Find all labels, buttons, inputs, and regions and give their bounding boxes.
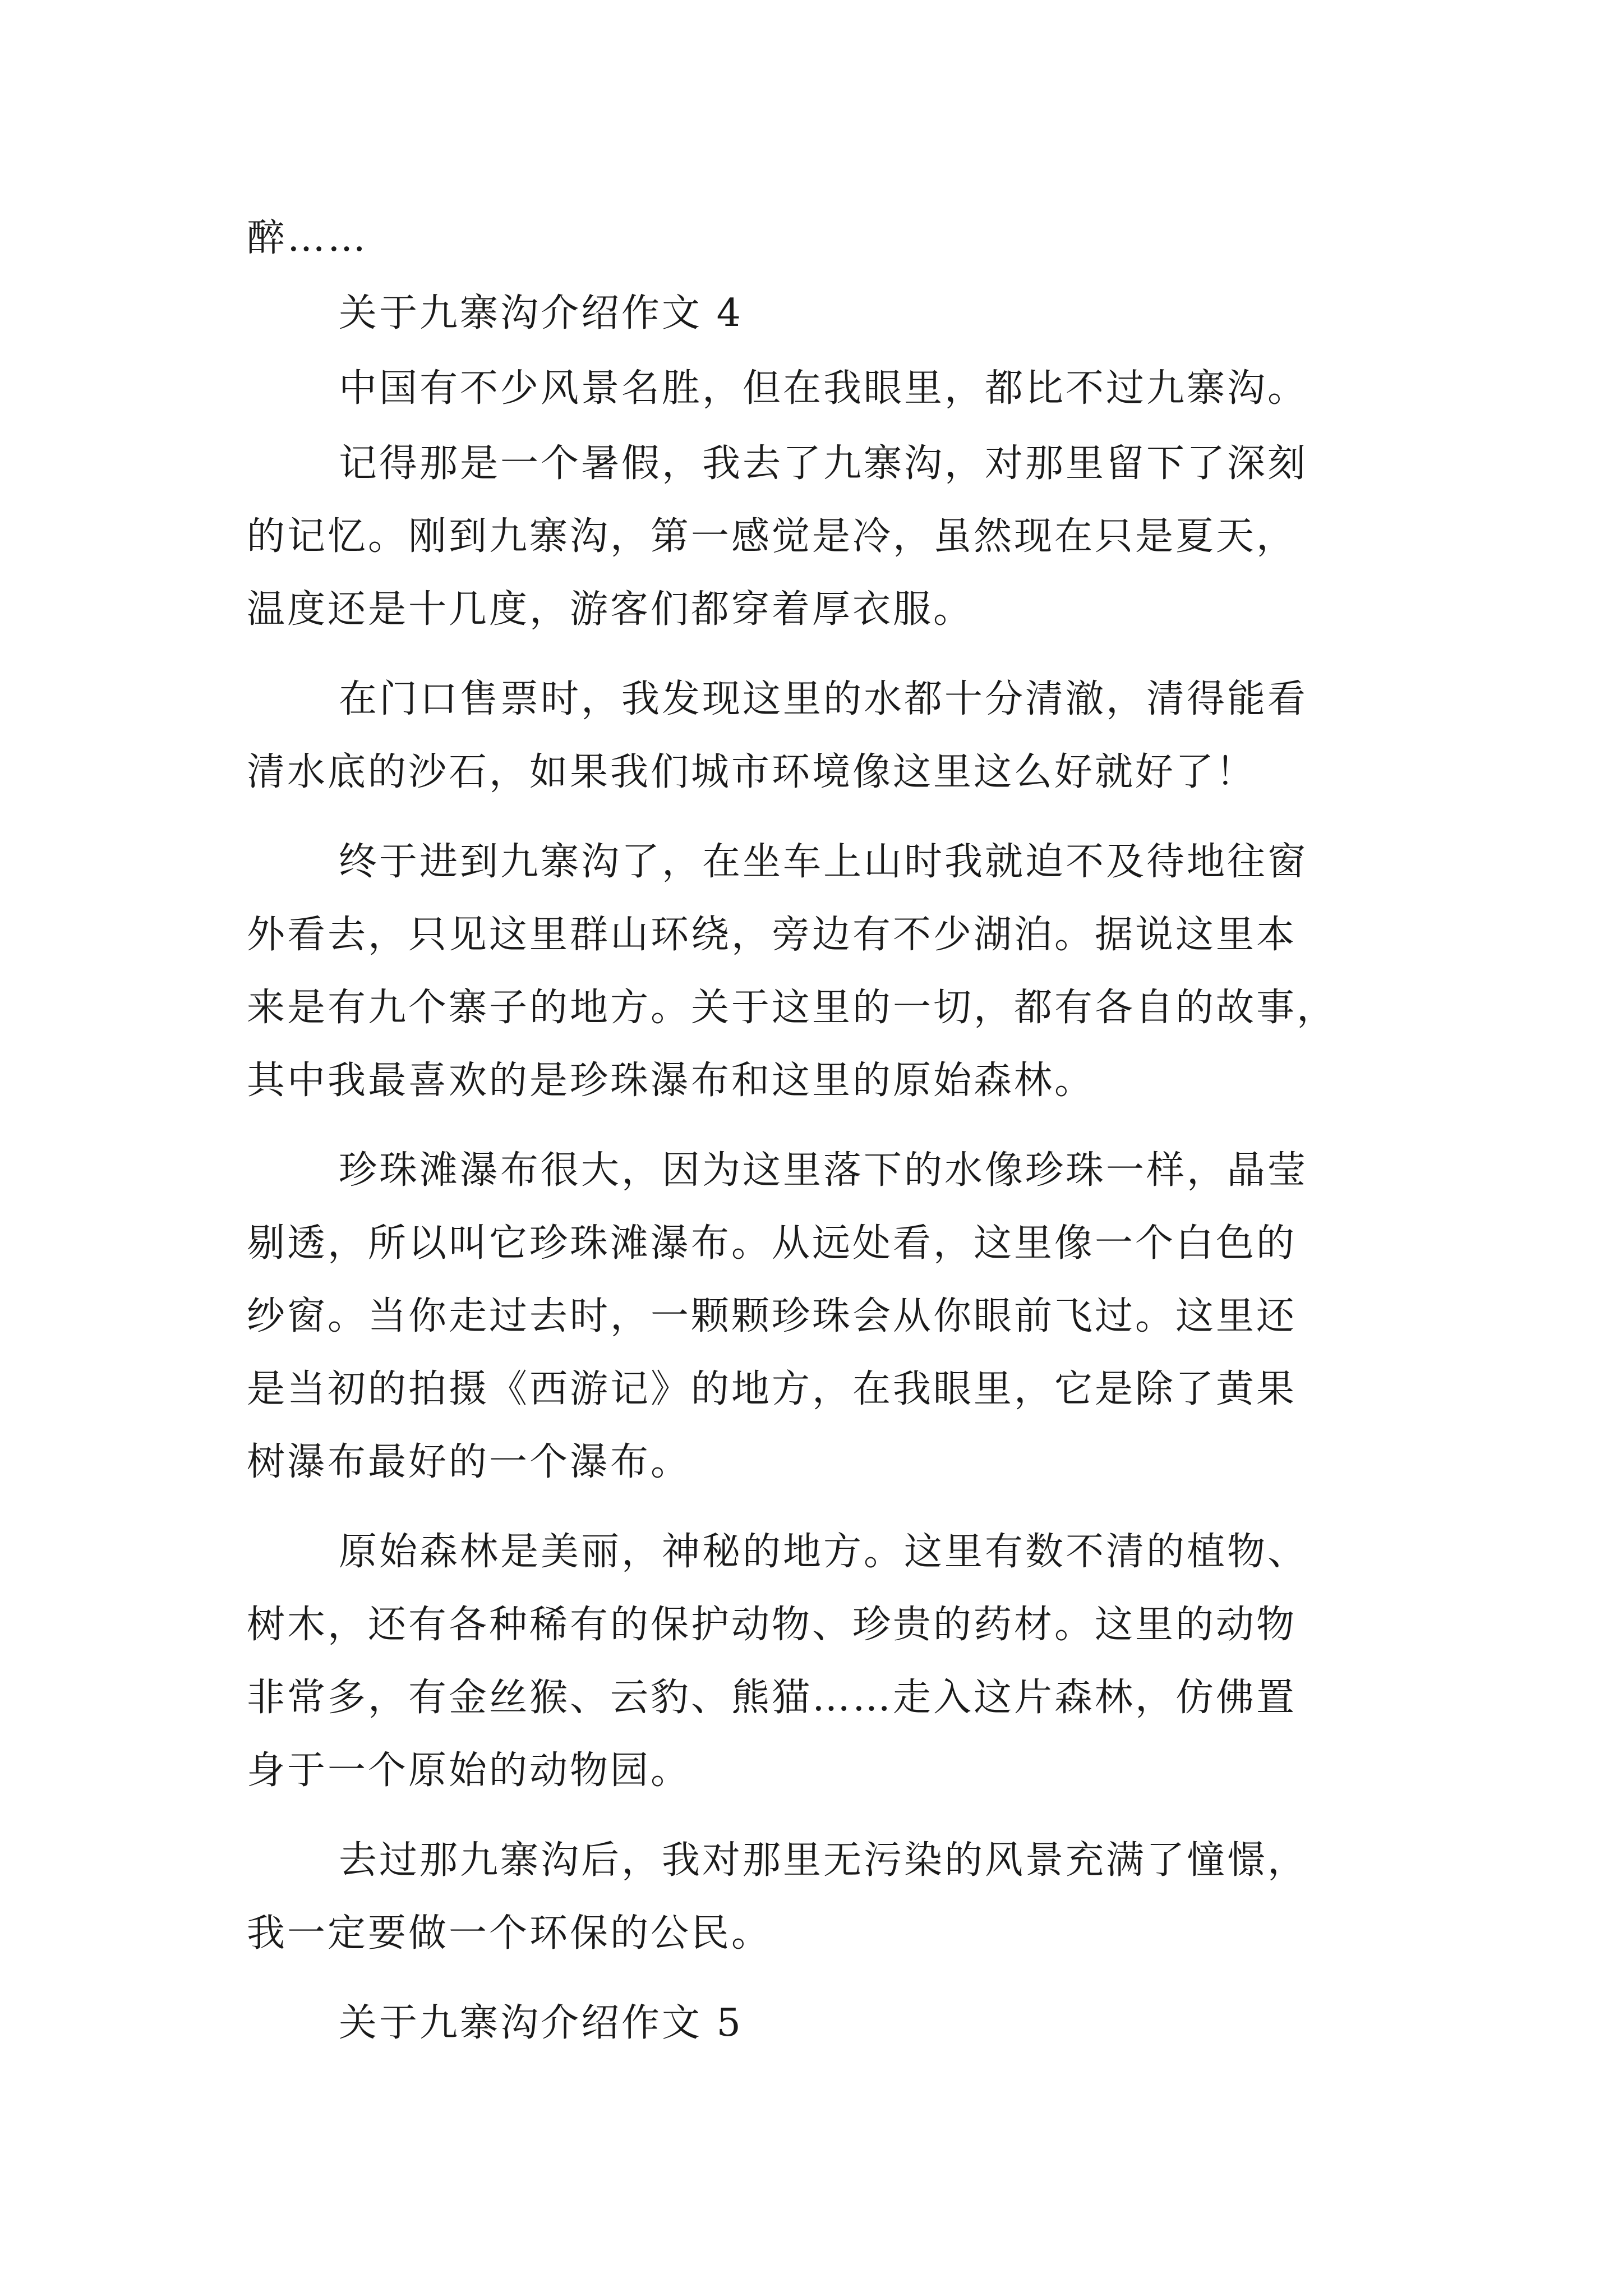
text-line: 身于一个原始的动物园。 — [247, 1749, 691, 1793]
text-line: 中国有不少风景名胜，但在我眼里，都比不过九寨沟。 — [339, 366, 1308, 411]
text-line: 原始森林是美丽，神秘的地方。这里有数不清的植物、 — [339, 1530, 1308, 1574]
paragraph-7 — [247, 1824, 1385, 1970]
paragraph-2 — [247, 427, 1385, 646]
text-line: 树木，还有各种稀有的保护动物、珍贵的药材。这里的动物 — [247, 1603, 1297, 1647]
paragraph-1 — [247, 352, 1385, 425]
text-line: 剔透，所以叫它珍珠滩瀑布。从远处看，这里像一个白色的 — [247, 1221, 1297, 1266]
text-line: 外看去，只见这里群山环绕，旁边有不少湖泊。据说这里本 — [247, 913, 1297, 957]
text-line: 清水底的沙石，如果我们城市环境像这里这么好就好了！ — [247, 750, 1257, 794]
text-line: 的记忆。刚到九寨沟，第一感觉是冷，虽然现在只是夏天， — [247, 514, 1297, 559]
document-body — [247, 202, 1385, 2060]
text-line: 其中我最喜欢的是珍珠瀑布和这里的原始森林。 — [247, 1059, 1095, 1103]
text-line: 终于进到九寨沟了，在坐车上山时我就迫不及待地往窗 — [339, 840, 1308, 884]
text-line: 纱窗。当你走过去时，一颗颗珍珠会从你眼前飞过。这里还 — [247, 1294, 1297, 1338]
text-line: 珍珠滩瀑布很大，因为这里落下的水像珍珠一样，晶莹 — [339, 1148, 1308, 1193]
paragraph-4 — [247, 826, 1385, 1117]
continuation-text — [247, 202, 1385, 275]
text-line: 记得那是一个暑假，我去了九寨沟，对那里留下了深刻 — [339, 441, 1308, 486]
text-line: 非常多，有金丝猴、云豹、熊猫……走入这片森林，仿佛置 — [247, 1676, 1297, 1720]
text-line: 树瀑布最好的一个瀑布。 — [247, 1440, 691, 1484]
text-line: 醉…… — [247, 216, 368, 260]
text-line: 是当初的拍摄《西游记》的地方，在我眼里，它是除了黄果 — [247, 1367, 1297, 1411]
text-line: 温度还是十几度，游客们都穿着厚衣服。 — [247, 587, 974, 632]
text-line: 去过那九寨沟后，我对那里无污染的风景充满了憧憬， — [339, 1838, 1308, 1883]
heading-text: 关于九寨沟介绍作文 4 — [339, 291, 743, 335]
text-line: 来是有九个寨子的地方。关于这里的一切，都有各自的故事， — [247, 986, 1338, 1030]
text-line: 我一定要做一个环保的公民。 — [247, 1911, 772, 1955]
paragraph-6 — [247, 1516, 1385, 1807]
section-heading-5 — [247, 1987, 1385, 2060]
heading-text: 关于九寨沟介绍作文 5 — [339, 2001, 743, 2045]
paragraph-3 — [247, 663, 1385, 809]
text-line: 在门口售票时，我发现这里的水都十分清澈，清得能看 — [339, 677, 1308, 721]
section-heading-4 — [247, 277, 1385, 350]
paragraph-5 — [247, 1134, 1385, 1499]
